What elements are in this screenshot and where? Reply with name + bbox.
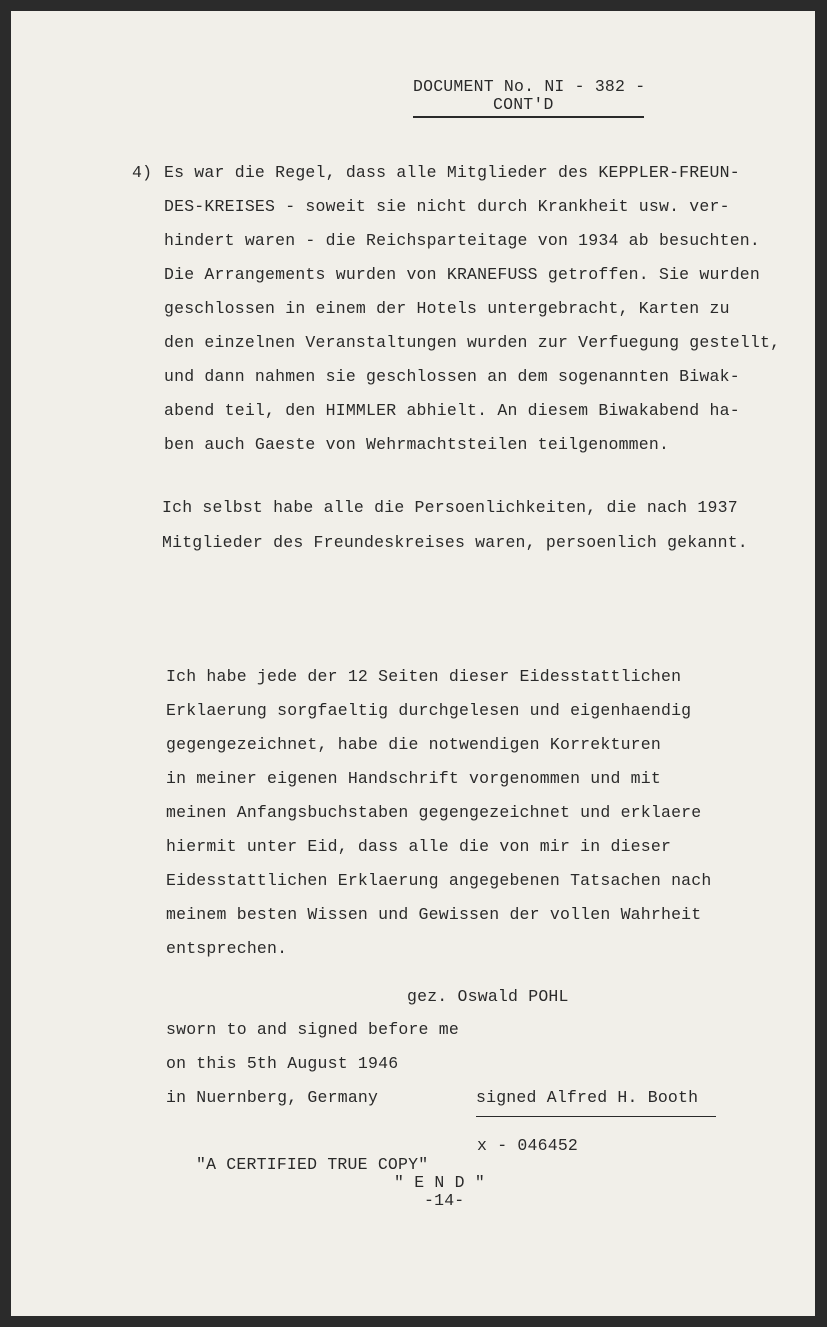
sworn-line-3: in Nuernberg, Germany	[166, 1088, 379, 1107]
affidavit-line: gegengezeichnet, habe die notwendigen Korrekturen	[166, 735, 661, 754]
affidavit-line: Erklaerung sorgfaeltig durchgelesen und eigenhaendig	[166, 701, 692, 720]
signed-by-booth: signed Alfred H. Booth	[476, 1088, 699, 1107]
document-page	[11, 11, 815, 1316]
paragraph-line: abend teil, den HIMMLER abhielt. An diesem Biwakabend ha-	[164, 401, 740, 420]
paragraph-line: Mitglieder des Freundeskreises waren, persoenlich gekannt.	[162, 533, 748, 552]
certified-copy-note: "A CERTIFIED TRUE COPY"	[196, 1155, 429, 1174]
paragraph-number: 4)	[132, 163, 153, 182]
affidavit-line: hiermit unter Eid, dass alle die von mir in dieser	[166, 837, 672, 856]
paragraph-line: Die Arrangements wurden von KRANEFUSS getroffen. Sie wurden	[164, 265, 760, 284]
sworn-line-2: on this 5th August 1946	[166, 1054, 399, 1073]
paragraph-line: ben auch Gaeste von Wehrmachtsteilen teilgenommen.	[164, 435, 670, 454]
continued-label: CONT'D	[493, 95, 554, 114]
paragraph-line: DES-KREISES - soweit sie nicht durch Krankheit usw. ver-	[164, 197, 730, 216]
sworn-line-1: sworn to and signed before me	[166, 1020, 459, 1039]
document-number: DOCUMENT No. NI - 382 -	[413, 77, 646, 96]
end-marker: " E N D "	[394, 1173, 485, 1192]
serial-number: x - 046452	[477, 1136, 579, 1155]
affidavit-line: Ich habe jede der 12 Seiten dieser Eidesstattlichen	[166, 667, 682, 686]
paragraph-line: und dann nahmen sie geschlossen an dem sogenannten Biwak-	[164, 367, 740, 386]
paragraph-line: Es war die Regel, dass alle Mitglieder des KEPPLER-FREUN-	[164, 163, 740, 182]
paragraph-line: Ich selbst habe alle die Persoenlichkeiten, die nach 1937	[162, 498, 738, 517]
affidavit-line: meinem besten Wissen und Gewissen der vollen Wahrheit	[166, 905, 702, 924]
paragraph-line: hindert waren - die Reichsparteitage von 1934 ab besuchten.	[164, 231, 760, 250]
affidavit-line: entsprechen.	[166, 939, 288, 958]
paragraph-line: geschlossen in einem der Hotels untergebracht, Karten zu	[164, 299, 730, 318]
signature-underline	[476, 1116, 716, 1117]
affidavit-line: meinen Anfangsbuchstaben gegengezeichnet und erklaere	[166, 803, 702, 822]
affidavit-line: Eidesstattlichen Erklaerung angegebenen Tatsachen nach	[166, 871, 712, 890]
paragraph-line: den einzelnen Veranstaltungen wurden zur Verfuegung gestellt,	[164, 333, 781, 352]
page-number: -14-	[424, 1191, 465, 1210]
signed-by-pohl: gez. Oswald POHL	[407, 987, 569, 1006]
header-underline	[413, 116, 644, 118]
affidavit-line: in meiner eigenen Handschrift vorgenommen und mit	[166, 769, 661, 788]
